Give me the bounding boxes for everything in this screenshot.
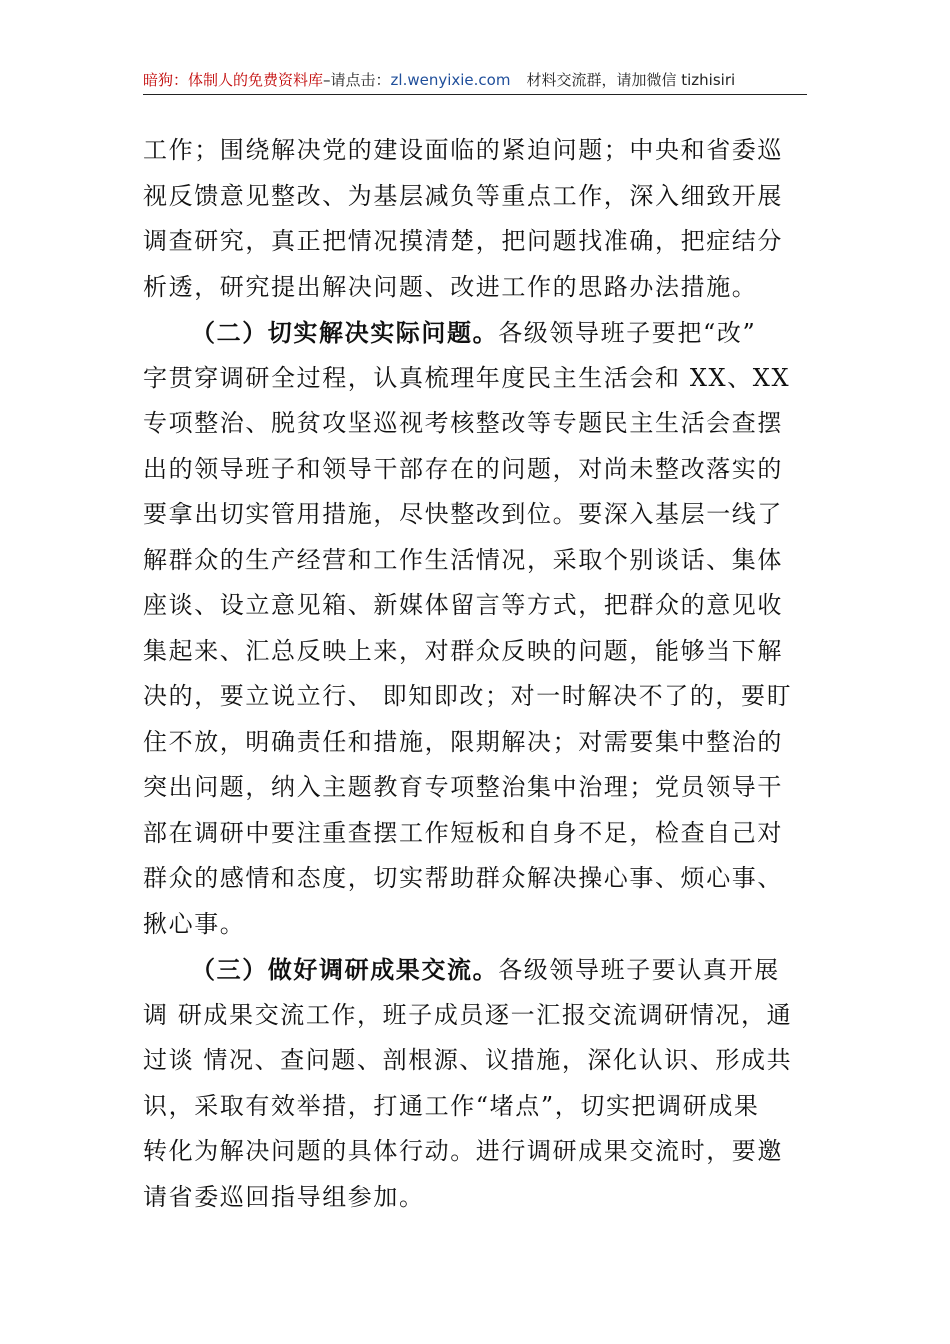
text-line: 识，采取有效举措，打通工作“堵点”，切实把调研成果 xyxy=(143,1091,760,1120)
text-line: 集起来、汇总反映上来，对群众反映的问题，能够当下解 xyxy=(143,636,783,665)
text-line: 工作；围绕解决党的建设面临的紧迫问题；中央和省委巡 xyxy=(143,136,783,164)
paragraph-1 xyxy=(143,128,807,310)
text-run: 各级领导班子要认真开展 xyxy=(498,956,780,984)
text-line: 转化为解决问题的具体行动。进行调研成果交流时，要邀 xyxy=(143,1137,783,1165)
text-line: 群众的感情和态度，切实帮助群众解决操心事、烦心事、 xyxy=(143,864,783,892)
text-line: 请省委巡回指导组参加。 xyxy=(143,1182,425,1211)
header-url-link[interactable]: zl.wenyixie.com xyxy=(390,71,511,89)
text-line: 调查研究，真正把情况摸清楚，把问题找准确，把症结分 xyxy=(143,227,783,255)
text-line: 调 研成果交流工作，班子成员逐一汇报交流调研情况，通 xyxy=(143,1000,793,1029)
text-line: 要拿出切实管用措施，尽快整改到位。要深入基层一线了 xyxy=(143,500,783,528)
header-wechat-note: 材料交流群，请加微信 tizhisiri xyxy=(526,71,736,89)
section-heading-line xyxy=(143,947,807,993)
text-line: 字贯穿调研全过程，认真梳理年度民主生活会和 XX、XX xyxy=(143,363,791,392)
text-line: 部在调研中要注重查摆工作短板和自身不足，检查自己对 xyxy=(143,818,783,847)
text-line: 视反馈意见整改、为基层减负等重点工作，深入细致开展 xyxy=(143,181,783,210)
section-heading-line xyxy=(143,310,807,356)
watermark-header xyxy=(143,68,807,95)
header-site-name: 暗狗：体制人的免费资料库 xyxy=(143,71,324,89)
text-line: 座谈、设立意见箱、新媒体留言等方式，把群众的意见收 xyxy=(143,591,783,619)
text-line: 析透，研究提出解决问题、改进工作的思路办法措施。 xyxy=(143,272,758,301)
section-heading-2: （二）切实解决实际问题。 xyxy=(191,318,499,347)
paragraph-3 xyxy=(143,947,807,1220)
header-click-label: –请点击： xyxy=(323,71,391,89)
text-line: 决的，要立说立行、 即知即改；对一时解决不了的，要盯 xyxy=(143,682,793,710)
text-run: 各级领导班子要把“改” xyxy=(498,319,757,347)
text-line: 突出问题，纳入主题教育专项整治集中治理；党员领导干 xyxy=(143,773,783,801)
paragraph-2 xyxy=(143,310,807,947)
text-line: 解群众的生产经营和工作生活情况，采取个别谈话、集体 xyxy=(143,545,783,574)
document-body xyxy=(143,128,807,1220)
text-line: 专项整治、脱贫攻坚巡视考核整改等专题民主生活会查摆 xyxy=(143,409,783,437)
section-heading-3: （三）做好调研成果交流。 xyxy=(191,955,499,984)
text-line: 出的领导班子和领导干部存在的问题，对尚未整改落实的 xyxy=(143,454,783,483)
text-line: 住不放，明确责任和措施，限期解决；对需要集中整治的 xyxy=(143,727,783,756)
text-line: 过谈 情况、查问题、剖根源、议措施，深化认识、形成共 xyxy=(143,1046,793,1074)
text-line: 揪心事。 xyxy=(143,909,246,938)
